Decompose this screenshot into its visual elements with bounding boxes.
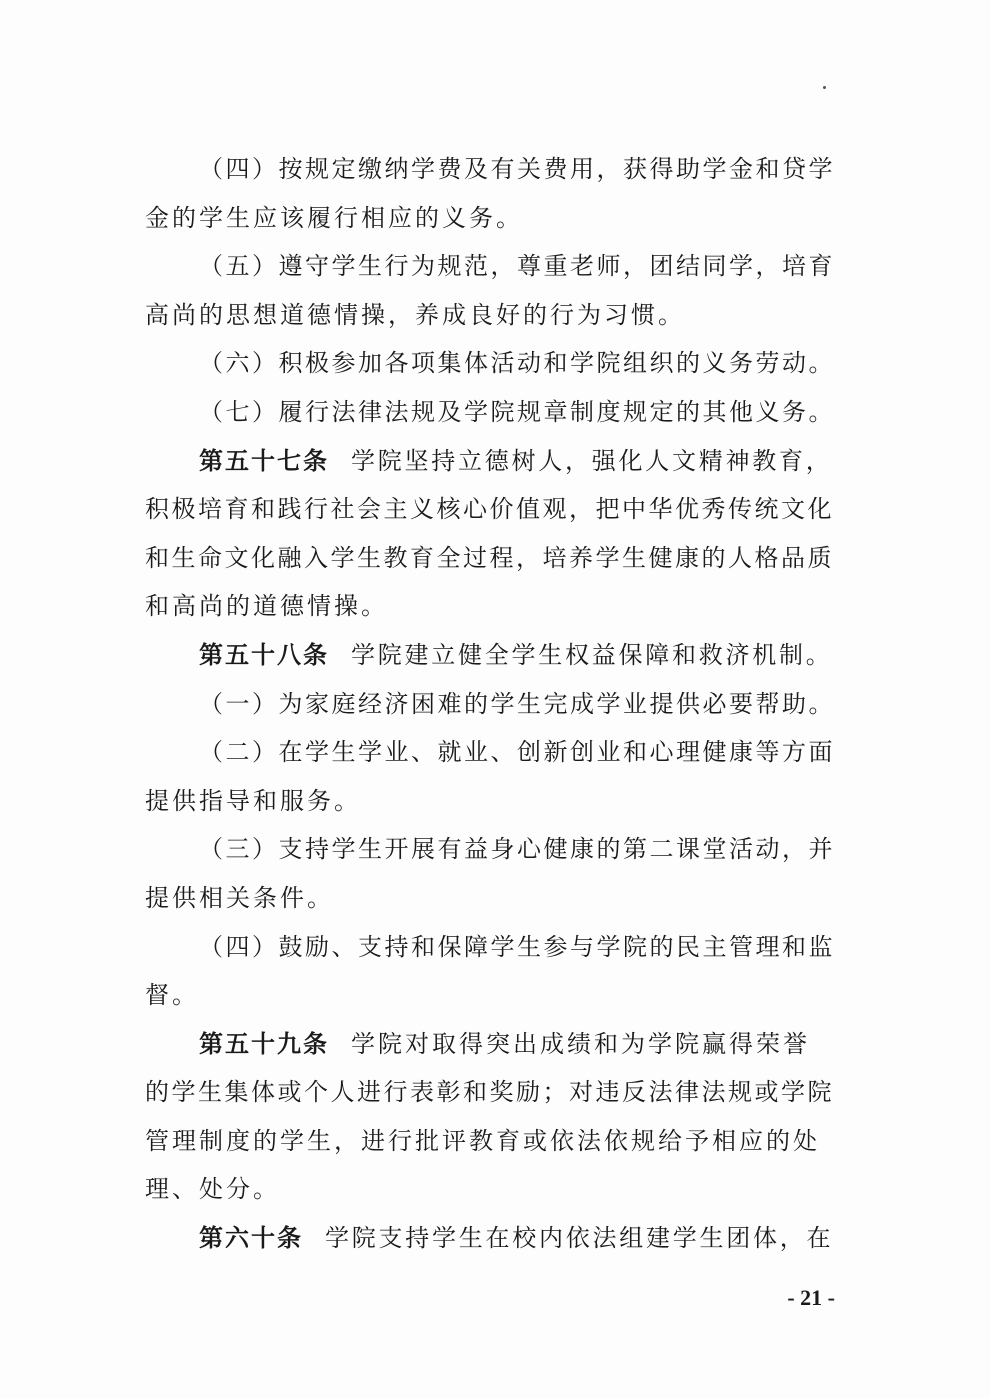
line-text: 理、处分。 [145, 1175, 280, 1204]
line-text: 学院坚持立德树人，强化人文精神教育， [351, 446, 833, 475]
line-text: 高尚的思想道德情操，养成良好的行为习惯。 [145, 300, 685, 329]
article-title: 第五十八条 [199, 639, 329, 669]
line-text: 和高尚的道德情操。 [145, 592, 388, 621]
text-line [145, 194, 835, 243]
line-text: （七）履行法律法规及学院规章制度规定的其他义务。 [199, 397, 835, 426]
text-line [145, 825, 835, 874]
line-text: 提供相关条件。 [145, 883, 334, 912]
text-line [145, 971, 835, 1020]
line-text: 学院建立健全学生权益保障和救济机制。 [351, 640, 833, 669]
line-text: （五）遵守学生行为规范，尊重老师，团结同学，培育 [199, 252, 835, 281]
line-text: 学院对取得突出成绩和为学院赢得荣誉 [351, 1029, 810, 1058]
line-text: 督。 [145, 981, 199, 1010]
article-heading-line [145, 631, 835, 680]
line-text: 提供指导和服务。 [145, 786, 361, 815]
line-text: 管理制度的学生，进行批评教育或依法依规给予相应的处 [145, 1126, 820, 1155]
line-text: （三）支持学生开展有益身心健康的第二课堂活动，并 [199, 835, 835, 864]
text-line [145, 388, 835, 437]
text-line [145, 874, 835, 923]
text-line [145, 339, 835, 388]
scan-speck [823, 86, 826, 89]
line-text: 积极培育和践行社会主义核心价值观，把中华优秀传统文化 [145, 495, 834, 524]
page-number: - 21 - [787, 1285, 835, 1310]
text-line [145, 291, 835, 340]
article-title: 第六十条 [199, 1223, 303, 1253]
line-text: 金的学生应该履行相应的义务。 [145, 203, 523, 232]
text-line [145, 145, 835, 194]
text-line [145, 485, 835, 534]
line-text: 学院支持学生在校内依法组建学生团体，在 [325, 1224, 834, 1253]
article-heading-line [145, 1020, 835, 1069]
line-text: （二）在学生学业、就业、创新创业和心理健康等方面 [199, 738, 835, 767]
text-line [145, 777, 835, 826]
body-text [145, 145, 835, 1263]
line-text: （四）按规定缴纳学费及有关费用，获得助学金和贷学 [199, 155, 835, 183]
article-heading-line [145, 437, 835, 486]
line-text: （六）积极参加各项集体活动和学院组织的义务劳动。 [199, 349, 835, 378]
article-heading-line [145, 1214, 835, 1263]
line-text: （四）鼓励、支持和保障学生参与学院的民主管理和监 [199, 932, 835, 961]
text-line [145, 582, 835, 631]
line-text: 的学生集体或个人进行表彰和奖励；对违反法律法规或学院 [145, 1078, 834, 1107]
text-line [145, 728, 835, 777]
text-line [145, 680, 835, 729]
text-line [145, 1068, 835, 1117]
article-title: 第五十九条 [199, 1028, 329, 1058]
line-text: （一）为家庭经济困难的学生完成学业提供必要帮助。 [199, 689, 835, 718]
text-line [145, 923, 835, 972]
text-line [145, 1117, 835, 1166]
text-line [145, 534, 835, 583]
line-text: 和生命文化融入学生教育全过程，培养学生健康的人格品质 [145, 543, 834, 572]
text-line [145, 1165, 835, 1214]
article-title: 第五十七条 [199, 445, 329, 475]
text-line [145, 242, 835, 291]
